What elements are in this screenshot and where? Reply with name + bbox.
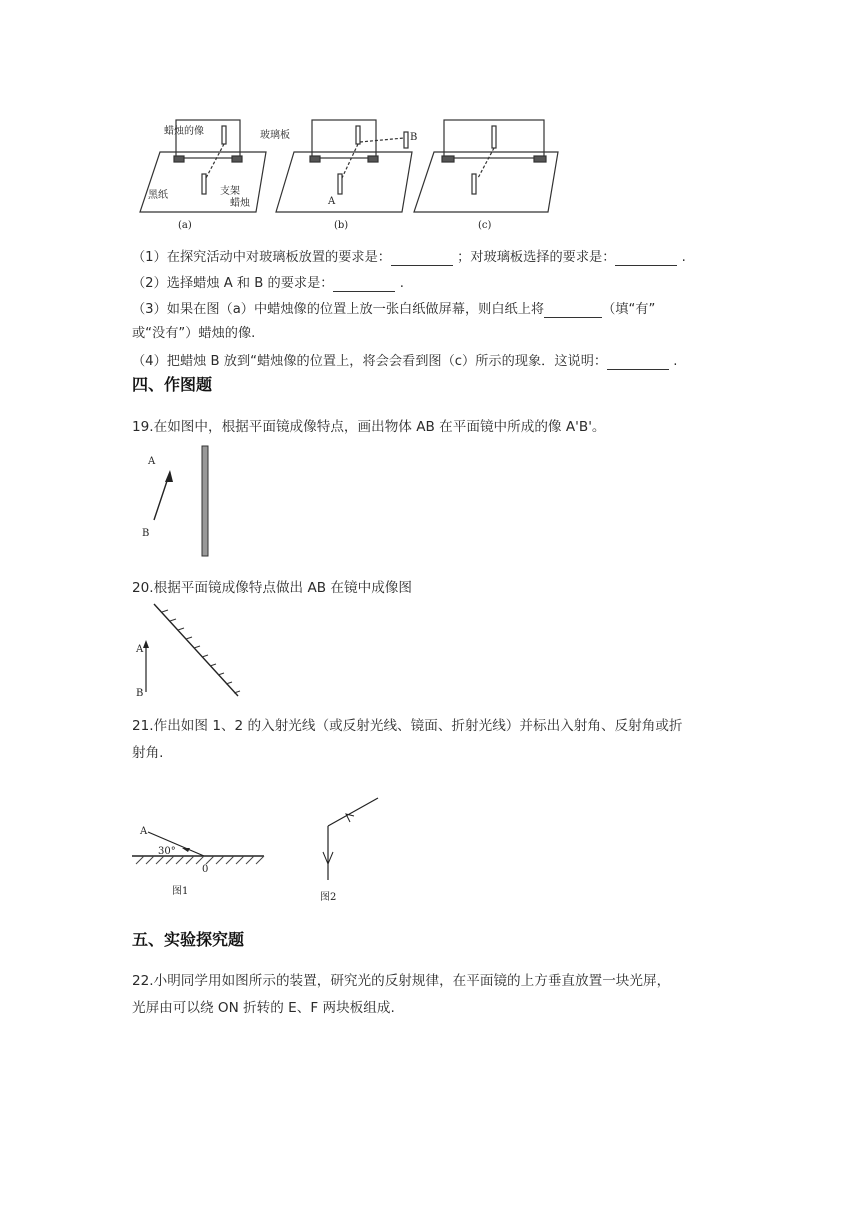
label-glass-plate: 玻璃板 bbox=[260, 130, 290, 141]
mirror-hatching bbox=[162, 610, 240, 693]
q18-item4: （4）把蜡烛 B 放到“蜡烛像的位置上，将会会看到图（c）所示的现象．这说明： . bbox=[132, 354, 678, 369]
label-a: A bbox=[148, 456, 156, 467]
label-candle-image: 蜡烛的像 bbox=[164, 126, 204, 137]
q18-item2: （2）选择蜡烛 A 和 B 的要求是： . bbox=[132, 276, 404, 291]
label-candle: 蜡烛 bbox=[230, 198, 250, 209]
arrow-head bbox=[182, 848, 190, 852]
q18-item3-cont: 或“没有”）蜡烛的像. bbox=[132, 326, 256, 341]
q21-figure-1 bbox=[132, 820, 272, 902]
answer-blank[interactable] bbox=[333, 276, 395, 292]
question-19-text: 19.在如图中，根据平面镜成像特点，画出物体 AB 在平面镜中所成的像 A'B'。 bbox=[132, 419, 606, 435]
answer-blank[interactable] bbox=[607, 354, 669, 370]
q18-item3: （3）如果在图（a）中蜡烛像的位置上放一张白纸做屏幕，则白纸上将 （填“有” bbox=[132, 302, 656, 317]
label-b-candle: B bbox=[410, 132, 418, 143]
angle-label: 30° bbox=[158, 846, 176, 857]
q21-figure-2 bbox=[312, 794, 392, 906]
figure-b bbox=[276, 120, 412, 212]
figure-c bbox=[414, 120, 558, 212]
q18-item1: （1）在探究活动中对玻璃板放置的要求是： ；对玻璃板选择的要求是： . bbox=[132, 250, 686, 265]
question-22-text-cont: 光屏由可以绕 ON 折转的 E、F 两块板组成. bbox=[132, 1000, 395, 1016]
arrow-head bbox=[165, 470, 173, 482]
answer-blank[interactable] bbox=[544, 302, 602, 318]
question-22-text: 22.小明同学用如图所示的装置，研究光的反射规律，在平面镜的上方垂直放置一块光屏， bbox=[132, 973, 671, 989]
arrow-head bbox=[143, 640, 149, 648]
label-b: B bbox=[136, 688, 144, 699]
label-a: A bbox=[136, 644, 144, 655]
label-b: B bbox=[142, 528, 150, 539]
candle-experiment-figure bbox=[138, 112, 566, 234]
question-21-text-cont: 射角. bbox=[132, 745, 164, 761]
answer-blank[interactable] bbox=[391, 250, 453, 266]
label-black-paper: 黑纸 bbox=[148, 190, 168, 201]
caption-b: (b) bbox=[334, 220, 349, 231]
q19-figure bbox=[138, 442, 218, 560]
section-heading: 五、实验探究题 bbox=[132, 930, 245, 949]
section-heading: 四、作图题 bbox=[132, 375, 213, 394]
mirror-hatching bbox=[136, 856, 264, 864]
incident-ray bbox=[328, 798, 378, 826]
label-a-candle: A bbox=[328, 196, 336, 207]
question-20-text: 20.根据平面镜成像特点做出 AB 在镜中成像图 bbox=[132, 580, 412, 596]
label-a: A bbox=[140, 826, 148, 837]
caption-a: (a) bbox=[178, 220, 192, 231]
incident-ray bbox=[148, 832, 204, 856]
answer-blank[interactable] bbox=[615, 250, 677, 266]
plane-mirror bbox=[202, 446, 208, 556]
figure-caption: 图2 bbox=[320, 892, 337, 903]
caption-c: (c) bbox=[478, 220, 492, 231]
origin-label: 0 bbox=[202, 864, 209, 875]
label-stand: 支架 bbox=[220, 186, 240, 197]
inclined-mirror bbox=[154, 604, 238, 696]
question-21-text: 21.作出如图 1、2 的入射光线（或反射光线、镜面、折射光线）并标出入射角、反射角或折 bbox=[132, 718, 683, 734]
q20-figure bbox=[134, 600, 244, 702]
figure-caption: 图1 bbox=[172, 886, 189, 897]
